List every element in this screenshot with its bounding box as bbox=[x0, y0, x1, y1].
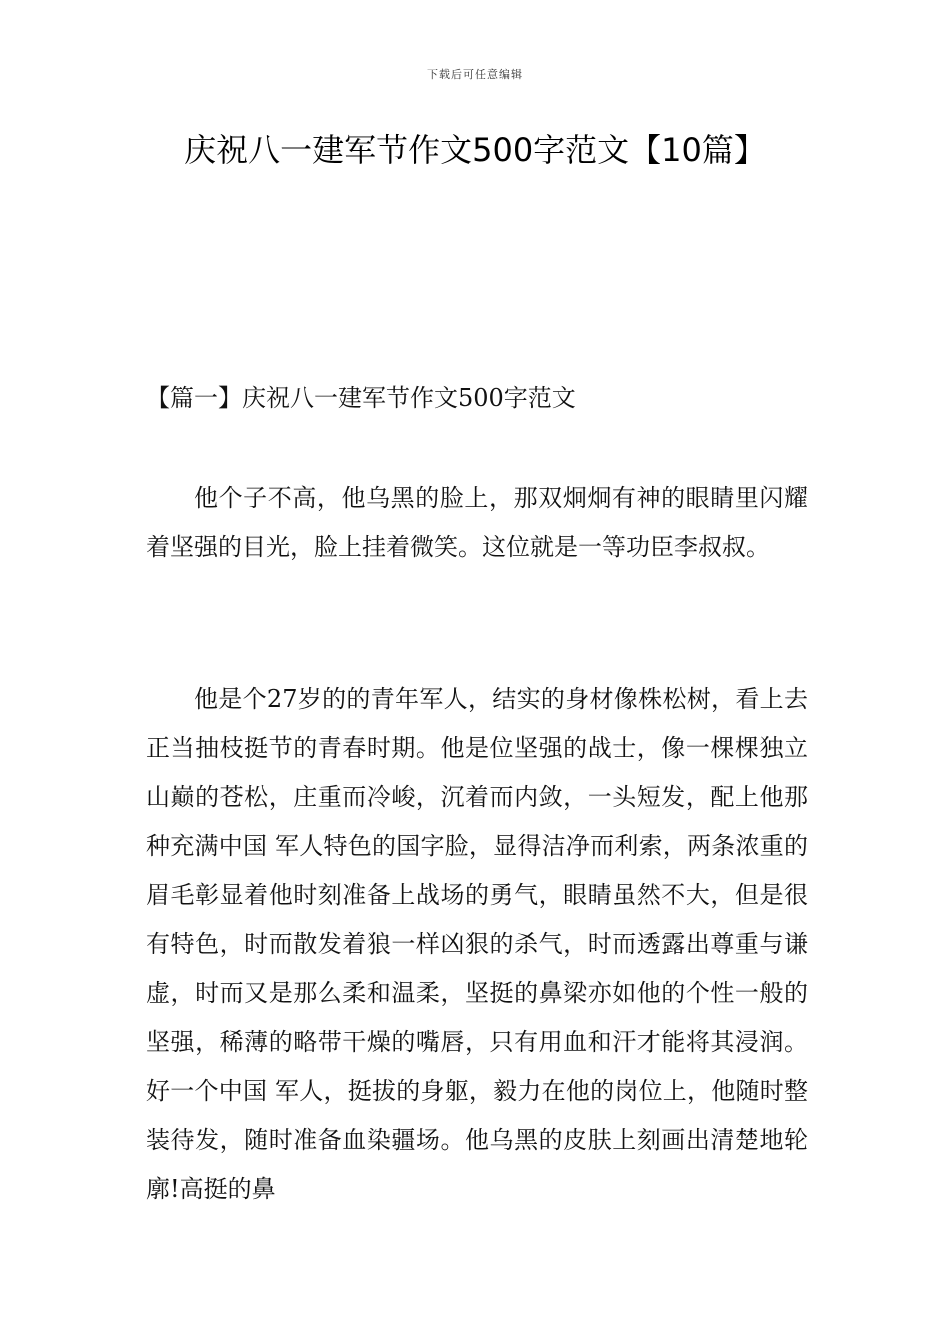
body-paragraph: 他个子不高，他乌黑的脸上，那双炯炯有神的眼睛里闪耀着坚强的目光，脸上挂着微笑。这位就是一等功臣李叔叔。 bbox=[146, 484, 808, 561]
section-heading: 【篇一】庆祝八一建军节作文500字范文 bbox=[146, 384, 576, 412]
body-paragraph: 他是个27岁的的青年军人，结实的身材像株松树，看上去正当抽枝挺节的青春时期。他是位坚强的战士，像一棵棵独立山巅的苍松，庄重而冷峻，沉着而内敛，一头短发，配上他那种充满中国 军人特色的国字脸，显得洁净而利索，两条浓重的眉毛彰显着他时刻准备上战场的勇气，眼睛虽然不大，但是很有特色，时而散发着狼一样凶狠的杀气，时而透露出尊重与谦虚，时而又是那么柔和温柔，坚挺的鼻梁亦如他的个性一般的坚强，稀薄的略带干燥的嘴唇，只有用血和汗才能将其浸润。好一个中国 军人，挺拔的身躯，毅力在他的岗位上，他随时整装待发，随时准备血染疆场。他乌黑的皮肤上刻画出清楚地轮廓!高挺的鼻 bbox=[146, 685, 808, 1203]
document-title: 庆祝八一建军节作文500字范文【10篇】 bbox=[184, 131, 766, 169]
header-note: 下载后可任意编辑 bbox=[427, 68, 523, 81]
